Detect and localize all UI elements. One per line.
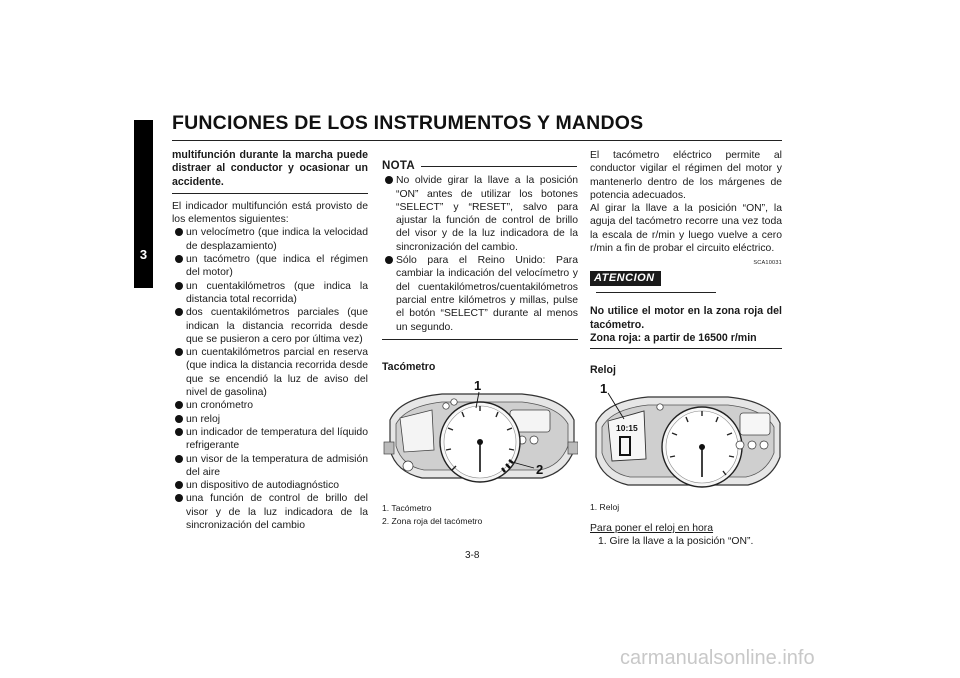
list-item: un velocímetro (que indica la velocidad de desplazamiento) xyxy=(172,226,368,253)
section-title-clock: Reloj xyxy=(590,364,616,377)
subsection-set-clock: Para poner el reloj en hora xyxy=(590,522,714,534)
nota-label: NOTA xyxy=(382,160,415,172)
list-item: Sólo para el Reino Unido: Para cambiar la indicación del velocímetro y del cuentakilómetros/cuentakilómetros parcial entre kilómetros y millas, pulse el botón “SELECT” durante al menos un segundo. xyxy=(382,254,578,334)
list-item: un cuentakilómetros (que indica la distancia total recorrida) xyxy=(172,280,368,307)
page-number: 3-8 xyxy=(465,550,480,561)
callout-1: 1 xyxy=(474,380,482,394)
nota-end-rule xyxy=(382,339,578,340)
nota-rule xyxy=(421,166,577,167)
column-1 xyxy=(172,149,368,532)
caption-redzone: 2. Zona roja del tacómetro xyxy=(382,515,483,526)
list-item: No olvide girar la llave a la posición “ON” antes de utilizar los botones “SELECT” y “RESET”, salvo para ajustar la función de control de brillo del visor y de la luz indicadora de la sincronización del cambio. xyxy=(382,174,578,254)
list-item: una función de control de brillo del visor y de la luz indicadora de la sincronización del cambio xyxy=(172,492,368,532)
callout-2: 2 xyxy=(536,462,544,478)
step-1: 1. Gire la llave a la posición “ON”. xyxy=(598,536,754,548)
tachometer-figure xyxy=(382,380,578,498)
warning-end-rule xyxy=(590,348,782,349)
warning-rule xyxy=(172,193,368,194)
list-item: un cronómetro xyxy=(172,399,368,412)
page-title: FUNCIONES DE LOS INSTRUMENTOS Y MANDOS xyxy=(172,112,644,134)
tach-test-description: Al girar la llave a la posición “ON”, la aguja del tacómetro recorre una vez toda la escala de r/min y luego vuelve a cero r/min a fin de probar el circuito eléctrico. xyxy=(590,203,782,255)
caption-clock: 1. Reloj xyxy=(590,502,620,513)
tach-description: El tacómetro eléctrico permite al conductor vigilar el régimen del motor y mantenerlo dentro de los márgenes de potencia adecuados. xyxy=(590,150,782,201)
nota-list xyxy=(382,174,578,334)
list-item: un cuentakilómetros parcial en reserva (que indica la distancia recorrida desde que se encendió la luz de aviso del nivel de gasolina) xyxy=(172,346,368,399)
features-list xyxy=(172,226,368,532)
list-item: dos cuentakilómetros parciales (que indican la distancia recorrida desde que se pusieron a cero por última vez) xyxy=(172,306,368,346)
header-rule xyxy=(172,140,782,141)
column-2 xyxy=(382,160,578,527)
list-item: un visor de la temperatura de admisión del aire xyxy=(172,453,368,480)
list-item: un indicador de temperatura del líquido refrigerante xyxy=(172,426,368,453)
warning-redzone: No utilice el motor en la zona roja del tacómetro. xyxy=(590,305,782,331)
clock-figure xyxy=(590,379,782,497)
nota-header xyxy=(382,160,578,173)
caption-tachometer: 1. Tacómetro xyxy=(382,503,432,514)
atencion-label: ATENCION xyxy=(590,271,661,286)
warning-text: multifunción durante la marcha puede distraer al conductor y ocasionar un accidente. xyxy=(172,149,368,188)
list-item: un tacómetro (que indica el régimen del motor) xyxy=(172,253,368,280)
column-3 xyxy=(590,149,782,549)
atencion-rule xyxy=(596,292,716,293)
clock-display: 10:15 xyxy=(616,423,638,434)
warning-redzone-value: Zona roja: a partir de 16500 r/min xyxy=(590,331,757,344)
list-item: un dispositivo de autodiagnóstico xyxy=(172,479,368,492)
section-title-tachometer: Tacómetro xyxy=(382,360,436,373)
code-label: SCA10031 xyxy=(753,260,782,267)
chapter-tab: 3 xyxy=(134,245,153,264)
atencion-header xyxy=(590,271,782,300)
callout-clock: 1 xyxy=(600,381,608,397)
watermark: carmanualsonline.info xyxy=(620,647,815,669)
intro-text: El indicador multifunción está provisto de los elementos siguientes: xyxy=(172,200,368,226)
list-item: un reloj xyxy=(172,413,368,426)
